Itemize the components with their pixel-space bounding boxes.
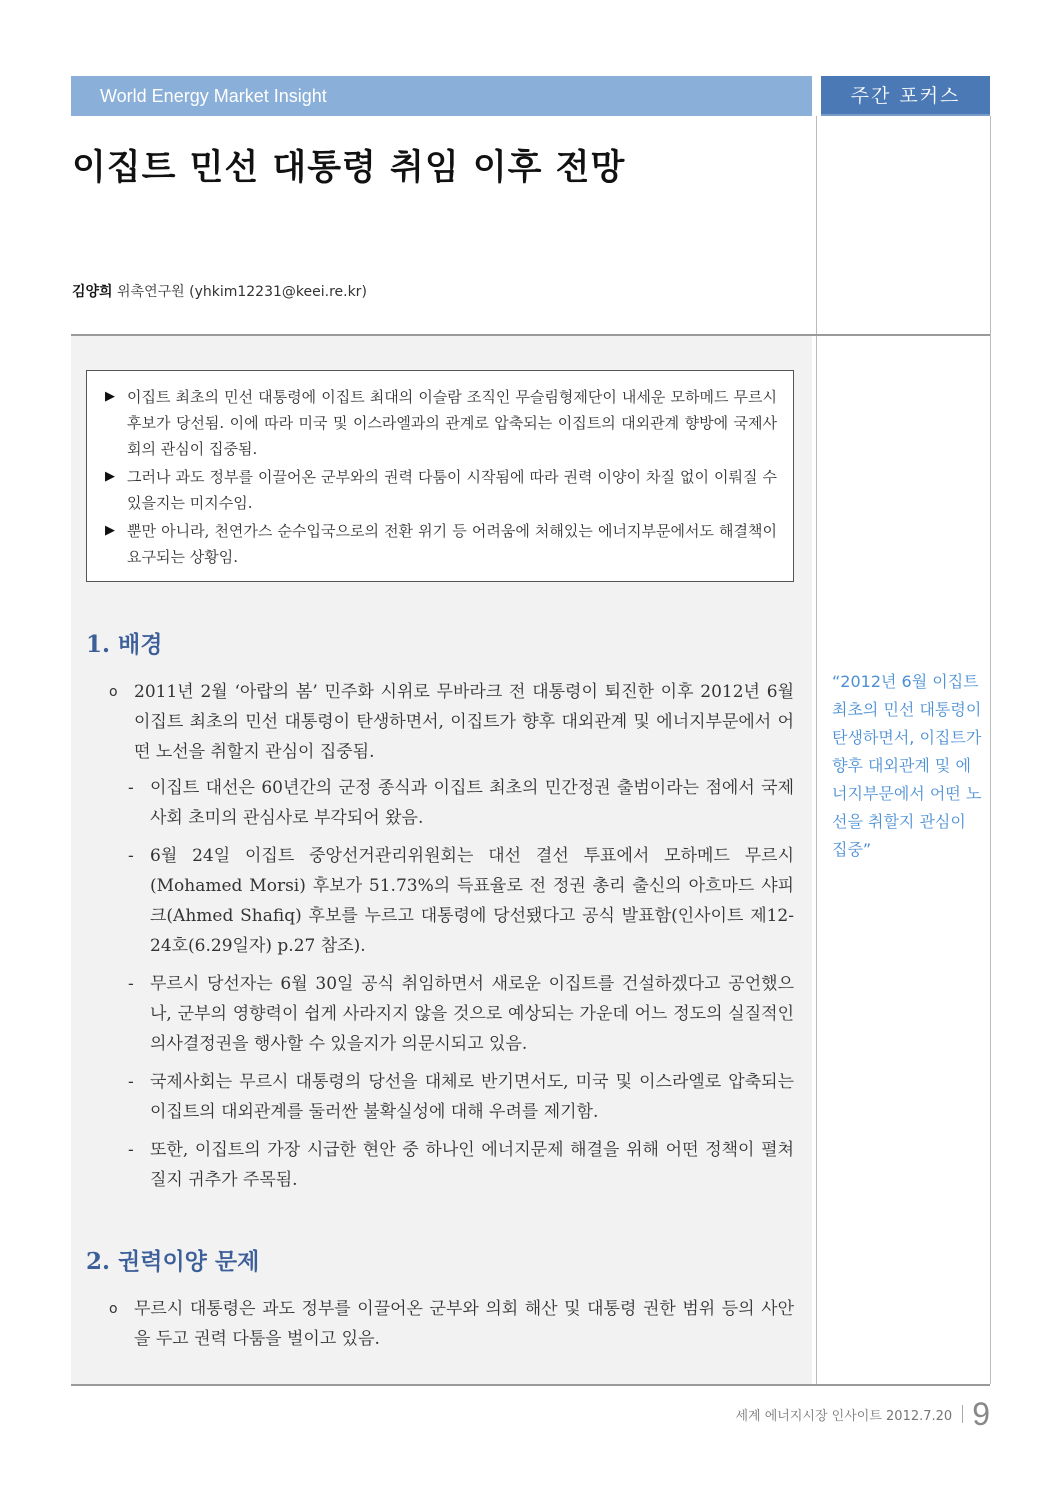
summary-item [105,518,777,570]
dash-item [104,1067,794,1127]
side-rule-top [821,114,990,116]
page-number: 9 [972,1396,990,1432]
triangle-bullet-icon: ▶ [105,523,115,538]
author-role-email: 위촉연구원 (yhkim12231@keei.re.kr) [117,284,367,300]
dash-item [104,841,794,961]
dash-marker: - [128,1072,134,1092]
bullet-item [104,1294,794,1354]
section-power-transfer-body [104,1294,794,1360]
author-line [72,281,367,301]
footer-publication: 세계 에너지시장 인사이트 2012.7.20 [735,1408,953,1424]
dash-marker: - [128,1140,134,1160]
section-background-body [104,677,794,1203]
dash-text: 국제사회는 무르시 대통령의 당선을 대체로 반기면서도, 미국 및 이스라엘로 압축되는 이집트의 대외관계를 둘러싼 불확실성에 대해 우려를 제기함. [150,1072,794,1122]
triangle-bullet-icon: ▶ [105,469,115,484]
author-name: 김양희 [72,284,113,300]
summary-text: 그러나 과도 정부를 이끌어온 군부와의 권력 다툼이 시작됨에 따라 권력 이양이 차질 없이 이뤄질 수 있을지는 미지수임. [127,468,777,512]
pull-quote: “2012년 6월 이집트 최초의 민선 대통령이 탄생하면서, 이집트가 향후 대외관계 및 에너지부문에서 어떤 노선을 취할지 관심이 집중” [832,672,982,859]
dash-text: 6월 24일 이집트 중앙선거관리위원회는 대선 결선 투표에서 모하메드 무르시(Mohamed Morsi) 후보가 51.73%의 득표율로 전 정권 총리 출신의 아흐마드 샤피크(Ahmed Shafiq) 후보를 누르고 대통령에 당선됐다고 공식 발표함(인사이트 제12-24호(6.29일자) p.27 참조). [150,846,794,956]
header-band-text: World Energy Market Insight [100,86,327,106]
dash-item [104,1135,794,1195]
summary-item [105,464,777,516]
summary-box [86,370,794,582]
dash-text: 이집트 대선은 60년간의 군정 종식과 이집트 최초의 민간정권 출범이라는 점에서 국제사회 초미의 관심사로 부각되어 왔음. [150,778,794,828]
page-title: 이집트 민선 대통령 취임 이후 전망 [72,148,626,188]
dash-item [104,969,794,1059]
summary-text: 이집트 최초의 민선 대통령에 이집트 최대의 이슬람 조직인 무슬림형제단이 내세운 모하메드 무르시 후보가 당선됨. 이에 따라 미국 및 이스라엘과의 관계로 압축되는 이집트의 대외관계 향방에 국제사회의 관심이 집중됨. [127,388,777,458]
dash-text: 또한, 이집트의 가장 시급한 현안 중 하나인 에너지문제 해결을 위해 어떤 정책이 펼쳐질지 귀추가 주목됨. [150,1140,794,1190]
bullet-text: 2011년 2월 ‘아랍의 봄’ 민주화 시위로 무바라크 전 대통령이 퇴진한 이후 2012년 6월 이집트 최초의 민선 대통령이 탄생하면서, 이집트가 향후 대외관계 및 에너지부문에서 어떤 노선을 취할지 관심이 집중됨. [134,682,794,762]
section-heading-power-transfer: 2. 권력이양 문제 [86,1248,260,1275]
footer-separator [962,1405,963,1423]
dash-text: 무르시 당선자는 6월 30일 공식 취임하면서 새로운 이집트를 건설하겠다고 공언했으나, 군부의 영향력이 쉽게 사라지지 않을 것으로 예상되는 가운데 어느 정도의 실질적인 의사결정권을 행사할 수 있을지가 의문시되고 있음. [150,974,794,1054]
dash-marker: - [128,974,134,994]
triangle-bullet-icon: ▶ [105,389,115,404]
summary-text: 뿐만 아니라, 천연가스 순수입국으로의 전환 위기 등 어려움에 처해있는 에너지부문에서도 해결책이 요구되는 상황임. [127,522,777,566]
summary-item [105,384,777,462]
page-footer [736,1398,991,1430]
bullet-text: 무르시 대통령은 과도 정부를 이끌어온 군부와 의회 해산 및 대통령 권한 범위 등의 사안을 두고 권력 다툼을 벌이고 있음. [134,1299,794,1349]
dash-marker: - [128,778,134,798]
footer-divider [71,1384,990,1386]
circle-bullet-icon: o [109,1301,118,1317]
section-heading-background: 1. 배경 [86,631,163,658]
section-tag: 주간 포커스 [821,76,990,116]
dash-item [104,773,794,833]
right-column-divider-right [990,116,991,1384]
header-band [71,76,812,116]
right-column-divider-left [816,116,817,1384]
bullet-item [104,677,794,767]
dash-marker: - [128,846,134,866]
circle-bullet-icon: o [109,684,118,700]
